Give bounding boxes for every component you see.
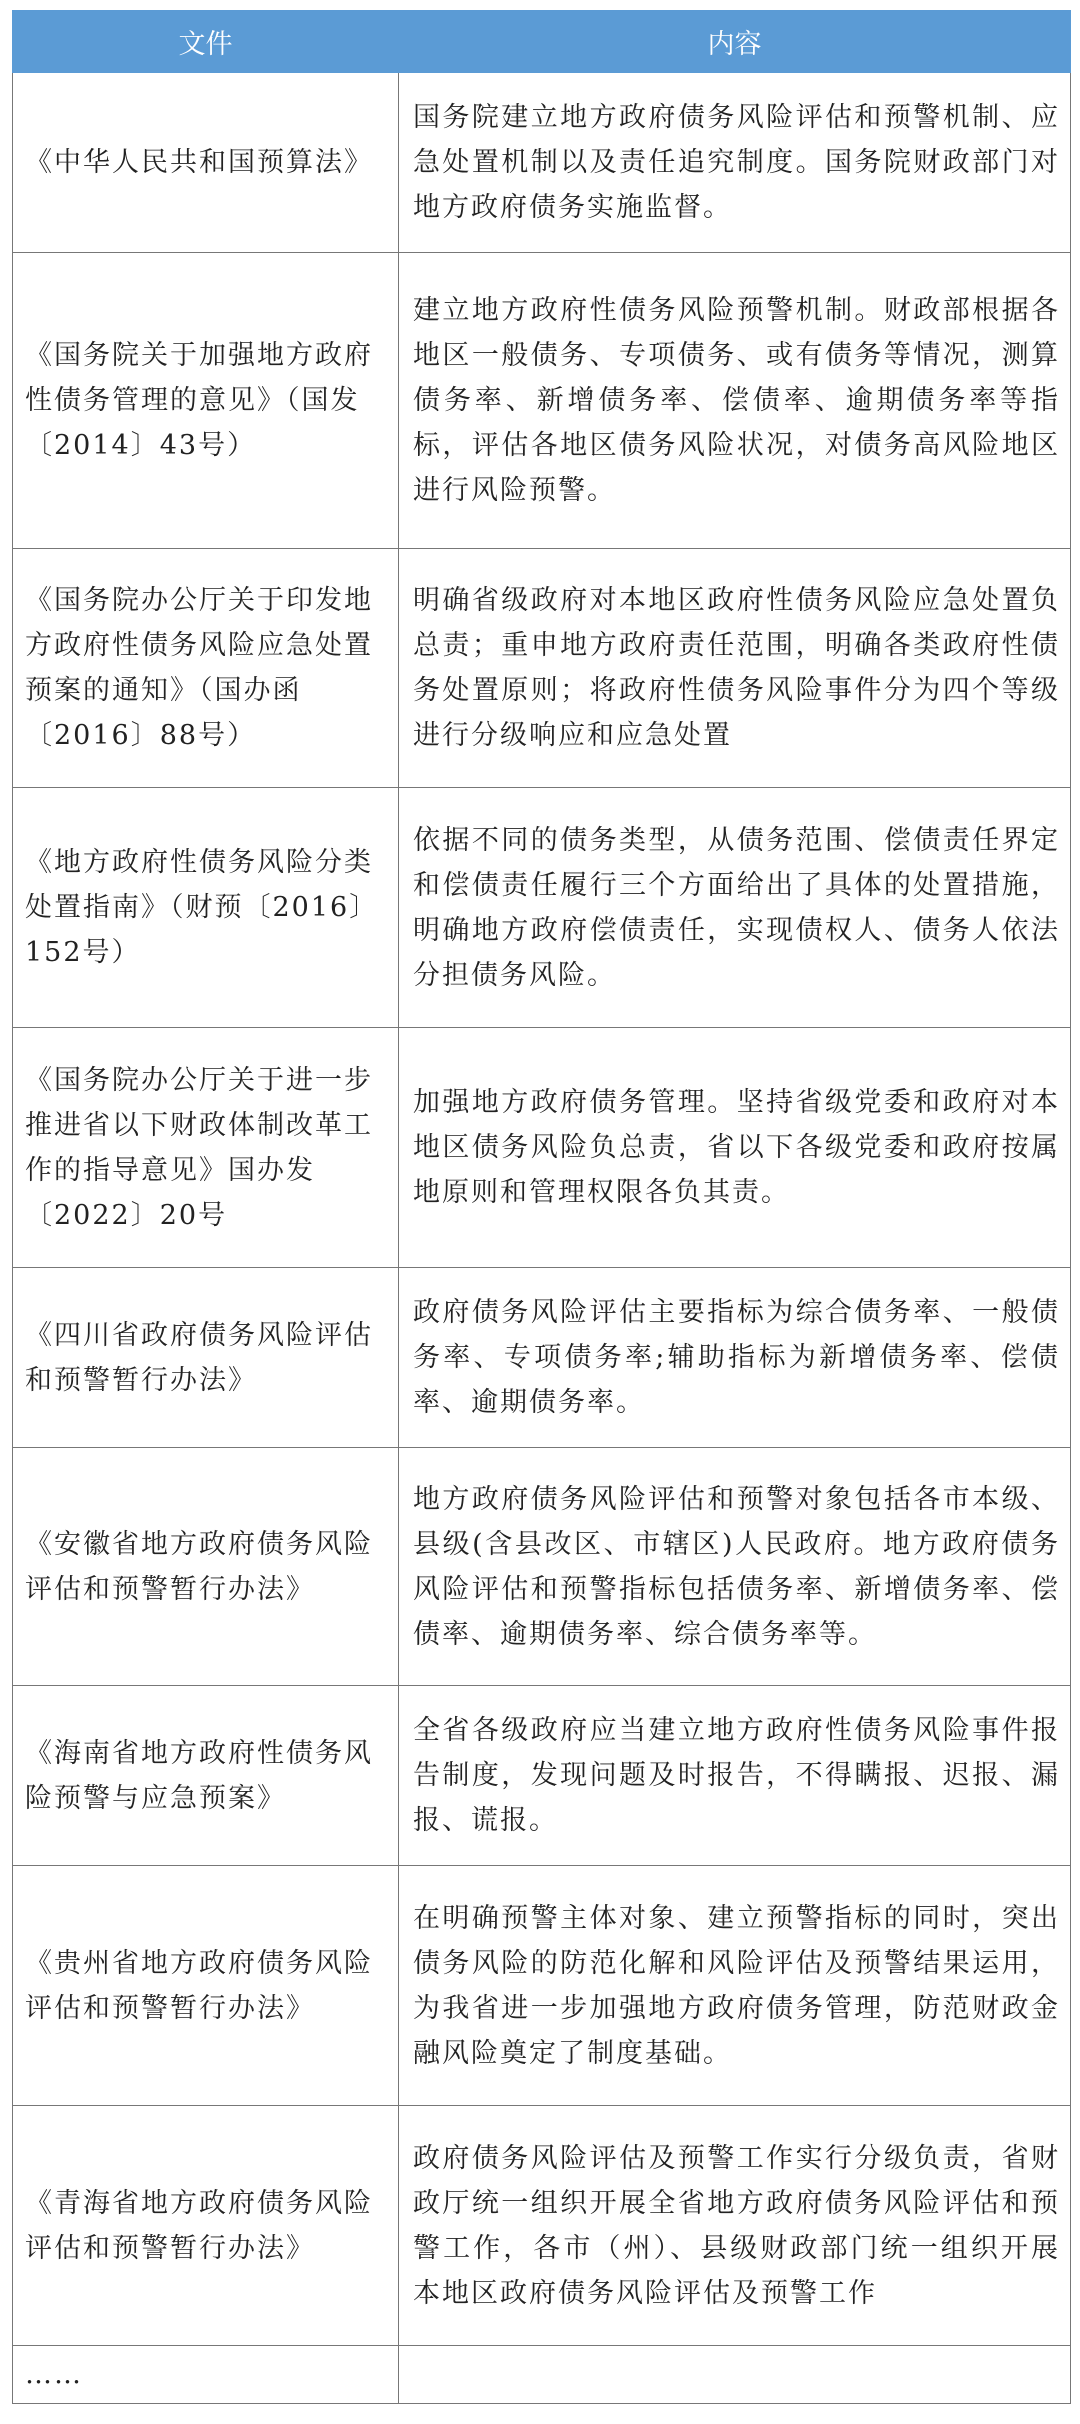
table-row (13, 73, 1071, 253)
document-cell (13, 2346, 399, 2404)
content-cell (399, 1686, 1071, 1866)
document-cell (13, 1028, 399, 1268)
document-name: 《地方政府性债务风险分类处置指南》（财预〔2016〕152号） (25, 847, 379, 968)
content-text: 明确省级政府对本地区政府性债务风险应急处置负总责；重申地方政府责任范围，明确各类政府性债务处置原则；将政府性债务风险事件分为四个等级进行分级响应和应急处置 (413, 585, 1060, 751)
document-cell (13, 1866, 399, 2106)
content-cell (399, 73, 1071, 253)
content-cell (399, 1028, 1071, 1268)
content-text: 在明确预警主体对象、建立预警指标的同时，突出债务风险的防范化解和风险评估及预警结果运用，为我省进一步加强地方政府债务管理，防范财政金融风险奠定了制度基础。 (413, 1902, 1060, 2069)
table-row (13, 2346, 1071, 2404)
content-cell (399, 788, 1071, 1028)
policy-table (12, 10, 1071, 2404)
content-cell (399, 549, 1071, 788)
document-name: 《海南省地方政府性债务风险预警与应急预案》 (25, 1737, 373, 1814)
header-document: 文件 (13, 11, 399, 73)
document-name: 《安徽省地方政府债务风险评估和预警暂行办法》 (25, 1528, 373, 1605)
table-row (13, 1866, 1071, 2106)
table-row (13, 788, 1071, 1028)
document-cell (13, 1448, 399, 1686)
document-name: 《国务院办公厅关于印发地方政府性债务风险应急处置预案的通知》（国办函〔2016〕88号） (25, 585, 373, 751)
document-cell (13, 73, 399, 253)
document-cell (13, 1268, 399, 1448)
ellipsis-text: …… (25, 2359, 83, 2390)
document-cell (13, 1686, 399, 1866)
policy-table-container (12, 10, 1070, 2404)
header-content: 内容 (399, 11, 1071, 73)
document-name: 《国务院关于加强地方政府性债务管理的意见》（国发〔2014〕43号） (25, 340, 373, 461)
document-name: 《国务院办公厅关于进一步推进省以下财政体制改革工作的指导意见》国办发〔2022〕20号 (25, 1064, 373, 1231)
content-text: 政府债务风险评估主要指标为综合债务率、一般债务率、专项债务率;辅助指标为新增债务率、偿债率、逾期债务率。 (413, 1297, 1060, 1418)
table-row (13, 253, 1071, 549)
content-text: 建立地方政府性债务风险预警机制。财政部根据各地区一般债务、专项债务、或有债务等情况，测算债务率、新增债务率、偿债率、逾期债务率等指标，评估各地区债务风险状况，对债务高风险地区进行风险预警。 (413, 295, 1060, 506)
content-text: 国务院建立地方政府债务风险评估和预警机制、应急处置机制以及责任追究制度。国务院财政部门对地方政府债务实施监督。 (413, 102, 1060, 223)
content-text: 地方政府债务风险评估和预警对象包括各市本级、县级(含县改区、市辖区)人民政府。地方政府债务风险评估和预警指标包括债务率、新增债务率、偿债率、逾期债务率、综合债务率等。 (413, 1483, 1060, 1650)
content-cell (399, 253, 1071, 549)
table-row (13, 1448, 1071, 1686)
content-cell (399, 1268, 1071, 1448)
table-header-row (13, 11, 1071, 73)
content-cell (399, 2106, 1071, 2346)
document-name: 《中华人民共和国预算法》 (25, 147, 373, 178)
content-text: 全省各级政府应当建立地方政府性债务风险事件报告制度，发现问题及时报告，不得瞒报、迟报、漏报、谎报。 (413, 1715, 1060, 1836)
document-cell (13, 549, 399, 788)
table-row (13, 1686, 1071, 1866)
table-row (13, 549, 1071, 788)
document-name: 《贵州省地方政府债务风险评估和预警暂行办法》 (25, 1947, 373, 2024)
document-cell (13, 788, 399, 1028)
document-name: 《青海省地方政府债务风险评估和预警暂行办法》 (25, 2187, 373, 2264)
content-cell (399, 1866, 1071, 2106)
content-text: 加强地方政府债务管理。坚持省级党委和政府对本地区债务风险负总责，省以下各级党委和政府按属地原则和管理权限各负其责。 (413, 1087, 1060, 1208)
table-row (13, 2106, 1071, 2346)
content-cell (399, 1448, 1071, 1686)
document-cell (13, 253, 399, 549)
table-row (13, 1028, 1071, 1268)
document-cell (13, 2106, 399, 2346)
table-row (13, 1268, 1071, 1448)
content-cell (399, 2346, 1071, 2404)
content-text: 政府债务风险评估及预警工作实行分级负责，省财政厅统一组织开展全省地方政府债务风险评估和预警工作，各市（州）、县级财政部门统一组织开展本地区政府债务风险评估及预警工作 (413, 2142, 1060, 2309)
content-text: 依据不同的债务类型，从债务范围、偿债责任界定和偿债责任履行三个方面给出了具体的处置措施，明确地方政府偿债责任，实现债权人、债务人依法分担债务风险。 (413, 824, 1060, 991)
document-name: 《四川省政府债务风险评估和预警暂行办法》 (25, 1319, 373, 1396)
